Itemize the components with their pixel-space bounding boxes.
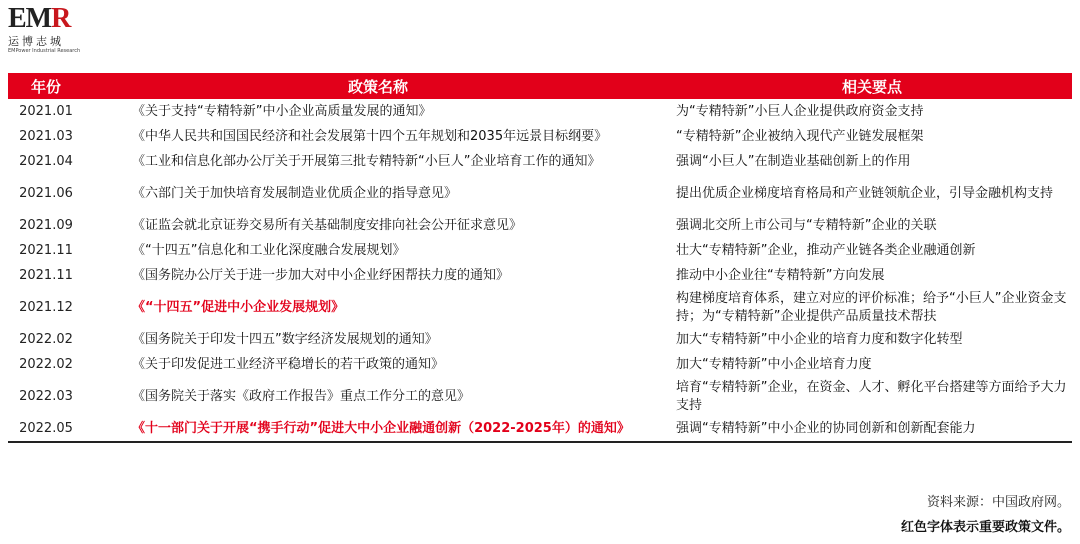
header-year: 年份 <box>8 73 84 99</box>
header-key-points: 相关要点 <box>672 73 1072 99</box>
logo-english-name: EMPower Industrial Research <box>8 48 81 54</box>
logo-mark-left: EM <box>8 3 52 34</box>
key-points-cell: “专精特新”企业被纳入现代产业链发展框架 <box>676 128 924 144</box>
year-cell: 2021.09 <box>19 217 73 233</box>
source-note: 资料来源：中国政府网。 <box>926 495 1070 510</box>
key-points-cell: 壮大“专精特新”企业，推动产业链各类企业融通创新 <box>676 242 976 258</box>
table-row <box>8 377 1072 416</box>
key-points-cell: 提出优质企业梯度培育格局和产业链领航企业，引导金融机构支持 <box>676 185 1054 201</box>
year-cell: 2022.05 <box>8 416 84 442</box>
policy-table <box>8 73 1072 443</box>
key-points-cell: 培育“专精特新”企业，在资金、人才、孵化平台搭建等方面给予大力支持 <box>676 379 1067 413</box>
key-points-cell: 强调北交所上市公司与“专精特新”企业的关联 <box>676 217 937 233</box>
year-cell: 2022.03 <box>19 388 73 404</box>
key-points-cell: 强调“专精特新”中小企业的协同创新和创新配套能力 <box>672 416 1072 442</box>
table-row <box>8 213 1072 238</box>
key-points-cell: 强调“小巨人”在制造业基础创新上的作用 <box>676 153 911 169</box>
year-cell: 2021.03 <box>19 128 73 144</box>
table-row <box>8 99 1072 124</box>
table-row <box>8 124 1072 149</box>
year-cell: 2022.02 <box>19 356 73 372</box>
year-cell: 2021.12 <box>19 299 73 315</box>
policy-name-cell: 《“十四五”促进中小企业发展规划》 <box>132 299 345 315</box>
year-cell: 2022.02 <box>19 331 73 347</box>
policy-name-cell: 《证监会就北京证券交易所有关基础制度安排向社会公开征求意见》 <box>132 217 523 233</box>
year-cell: 2021.11 <box>19 267 73 283</box>
key-points-cell: 构建梯度培育体系，建立对应的评价标准；给予“小巨人”企业资金支持；为“专精特新”企业提供产品质量技术帮扶 <box>676 290 1067 324</box>
table-row <box>8 149 1072 174</box>
year-cell: 2021.06 <box>19 185 73 201</box>
table-row <box>8 288 1072 327</box>
policy-name-cell: 《十一部门关于开展“携手行动”促进大中小企业融通创新（2022-2025年）的通知》 <box>84 416 672 442</box>
table-row <box>8 238 1072 263</box>
key-points-cell: 推动中小企业往“专精特新”方向发展 <box>676 267 885 283</box>
logo-mark <box>8 4 92 34</box>
policy-name-cell: 《“十四五”信息化和工业化深度融合发展规划》 <box>132 242 406 258</box>
emr-logo <box>8 4 92 60</box>
key-points-cell: 为“专精特新”小巨人企业提供政府资金支持 <box>676 103 924 119</box>
logo-chinese-name: 运博志城 <box>8 35 64 48</box>
key-points-cell: 加大“专精特新”中小企业培育力度 <box>676 356 872 372</box>
policy-name-cell: 《工业和信息化部办公厅关于开展第三批专精特新“小巨人”企业培育工作的通知》 <box>132 153 601 169</box>
key-points-cell: 加大“专精特新”中小企业的培育力度和数字化转型 <box>676 331 963 347</box>
policy-name-cell: 《中华人民共和国国民经济和社会发展第十四个五年规划和2035年远景目标纲要》 <box>132 128 608 144</box>
policy-name-cell: 《六部门关于加快培育发展制造业优质企业的指导意见》 <box>132 185 458 201</box>
table-row <box>8 327 1072 352</box>
header-policy-name: 政策名称 <box>84 73 672 99</box>
table-row <box>8 416 1072 442</box>
year-cell: 2021.01 <box>19 103 73 119</box>
table-row <box>8 352 1072 377</box>
policy-name-cell: 《关于支持“专精特新”中小企业高质量发展的通知》 <box>132 103 432 119</box>
logo-mark-right: R <box>51 3 71 34</box>
legend-note: 红色字体表示重要政策文件。 <box>900 520 1070 535</box>
table-row <box>8 174 1072 213</box>
table-body <box>8 99 1072 442</box>
policy-name-cell: 《关于印发促进工业经济平稳增长的若干政策的通知》 <box>132 356 445 372</box>
policy-name-cell: 《国务院关于印发十四五”数字经济发展规划的通知》 <box>132 331 438 347</box>
table-row <box>8 263 1072 288</box>
year-cell: 2021.11 <box>19 242 73 258</box>
year-cell: 2021.04 <box>19 153 73 169</box>
policy-name-cell: 《国务院办公厅关于进一步加大对中小企业纾困帮扶力度的通知》 <box>132 267 510 283</box>
policy-name-cell: 《国务院关于落实《政府工作报告》重点工作分工的意见》 <box>132 388 471 404</box>
table-header-row <box>8 73 1072 99</box>
